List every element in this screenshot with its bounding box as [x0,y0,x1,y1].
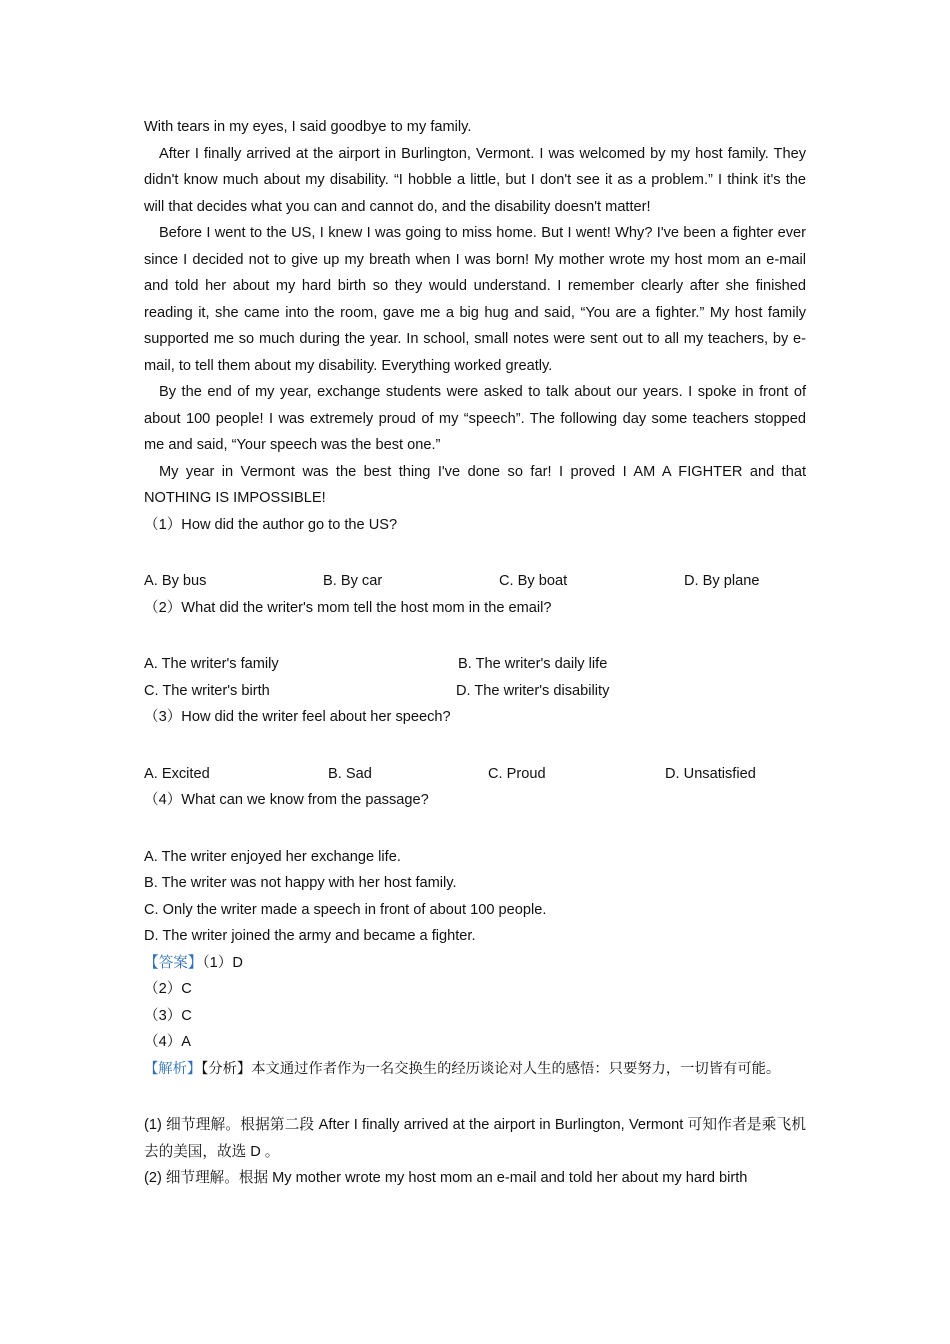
option-d: D. Unsatisfied [665,765,756,782]
option-d: D. The writer's disability [456,682,610,699]
explanation-2: (2) 细节理解。根据 My mother wrote my host mom an e-mail and told her about my hard birth [144,1170,748,1186]
passage-paragraph-2: After I finally arrived at the airport in Burlington, Vermont. I was welcomed by my host family. They didn't know much about my disability. “I hobble a little, but I don't see it as a problem.” I think it's the will that decides what you can and cannot do, and the disability doesn't matter! [144,145,806,215]
question-4: （4）What can we know from the passage? [144,792,429,808]
option-c: C. Proud [488,765,546,782]
option-a: A. The writer enjoyed her exchange life. [144,848,401,865]
option-c: C. Only the writer made a speech in front of about 100 people. [144,901,547,918]
analysis-summary-line [144,1056,806,1083]
question-3-options [144,761,806,788]
answer-tag: 【答案】 [144,954,203,971]
answer-4: （4）A [144,1034,192,1050]
option-b: B. By car [323,573,383,589]
option-d: D. The writer joined the army and became a fighter. [144,928,476,944]
answer-line-1 [144,950,806,977]
explanation-1: (1) 细节理解。根据第二段 After I finally arrived at the airport in Burlington, Vermont 可知作者是乘飞机去的美国，故选 D 。 [144,1117,806,1160]
answer-2: （2）C [144,981,192,997]
document-page [144,114,806,1192]
passage-paragraph-3: Before I went to the US, I knew I was going to miss home. But I went! Why? I've been a fighter ever since I decided not to give up my breath when I was born! My mother wrote my host mom an e-mail and told her about my hard birth so they would understand. I remember clearly after she finished reading it, she came into the room, gave me a big hug and said, “You are a fighter.” My host family supported me so much during the year. In school, small notes were sent out to all my teachers, by e-mail, to tell them about my disability. Everything worked greatly. [144,225,806,374]
answer-1: （1）D [202,954,243,971]
option-a: A. The writer's family [144,656,279,672]
question-2: （2）What did the writer's mom tell the host mom in the email? [144,599,552,616]
option-b: B. The writer's daily life [458,656,608,672]
option-a: A. By bus [144,573,207,589]
question-2-options-row-2 [144,678,806,705]
question-1: （1）How did the author go to the US? [144,516,398,533]
passage-paragraph-5: My year in Vermont was the best thing I've done so far! I proved I AM A FIGHTER and that NOTHING IS IMPOSSIBLE! [144,463,806,506]
option-c: C. The writer's birth [144,682,270,699]
option-b: B. The writer was not happy with her host family. [144,875,457,891]
option-d: D. By plane [684,573,760,589]
analysis-tag: 【解析】 [144,1060,202,1077]
question-2-options-row-1 [144,651,806,678]
option-c: C. By boat [499,573,568,589]
option-a: A. Excited [144,765,210,782]
question-3: （3）How did the writer feel about her speech? [144,709,451,725]
option-b: B. Sad [328,765,372,782]
answer-3: （3）C [144,1007,192,1024]
passage-paragraph-1: With tears in my eyes, I said goodbye to my family. [144,119,472,135]
analysis-summary: 【分析】本文通过作者作为一名交换生的经历谈论对人生的感悟：只要努力，一切皆有可能。 [201,1060,781,1077]
passage-paragraph-4: By the end of my year, exchange students were asked to talk about our years. I spoke in front of about 100 people! I was extremely proud of my “speech”. The following day some teachers stopped me and said, “Your speech was the best one.” [144,384,806,453]
question-1-options [144,568,806,595]
